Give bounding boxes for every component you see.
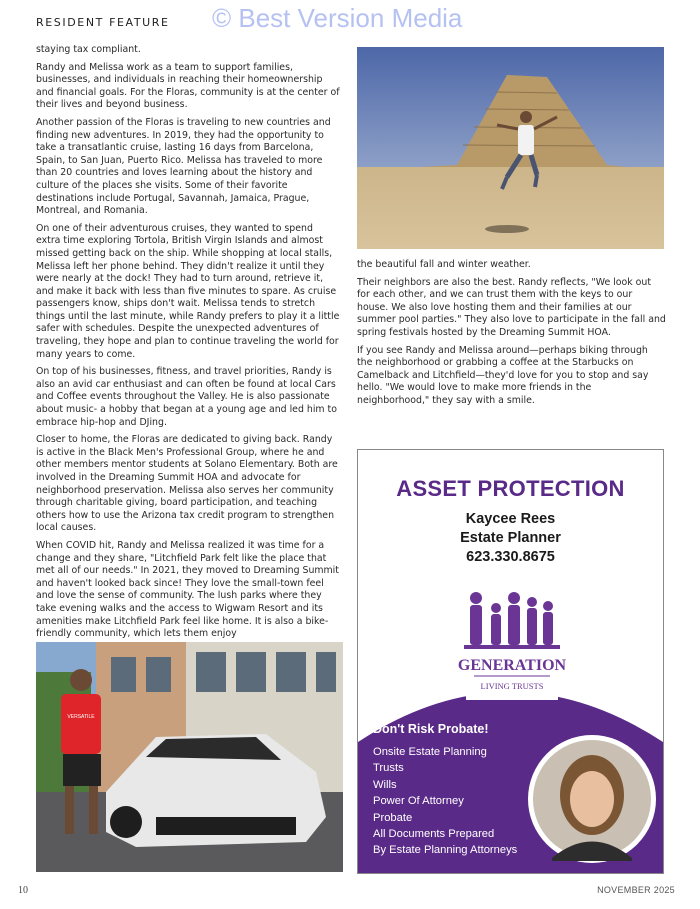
list-item: Power Of Attorney bbox=[373, 795, 464, 808]
paragraph: When COVID hit, Randy and Melissa realized it was time for a change and they share, "Litchfield Park felt like the place that met all of our needs." In 2021, they moved to Dreaming Summit and haven't looked back since! They love the small-town feel and love the sense of community. The lush parks where they take evening walks and the access to Wigwam Resort and its amenities make Litchfield Park feel like home. It is also a bike-friendly community, which lets them enjoy bbox=[36, 539, 339, 640]
generation-living-trusts-logo bbox=[444, 588, 580, 704]
article-right-column bbox=[357, 259, 666, 413]
list-item: Probate bbox=[373, 811, 413, 824]
paragraph: Closer to home, the Floras are dedicated to giving back. Randy is active in the Black Men's Professional Group, where he and other members mentor students at Solano Elementary. Both are involved in the Dreaming Summit HOA and advocate for neighborhood preservation. Melissa also serves her community through charitable giving, board participation, and teaching others how to use the Arizona tax credit program to strengthen local causes. bbox=[36, 434, 338, 534]
paragraph: staying tax compliant. bbox=[36, 44, 141, 55]
paragraph: If you see Randy and Melissa around—perhaps biking through the neighborhood or grabbing a coffee at the Starbucks on Camelback and Litchfield—they'd love for you to stop and say hello. "We would love to make more friends in the neighborhood," they say with a smile. bbox=[357, 344, 649, 406]
list-item: Trusts bbox=[373, 762, 404, 775]
planner-portrait bbox=[526, 733, 658, 865]
paragraph: On top of his businesses, fitness, and travel priorities, Randy is also an avid car enthusiast and can often be found at local Cars and Coffee events throughout the Valley. He is also passionate about music- a hobby that began at a young age and led him to embrace hip-hop and DJing. bbox=[36, 366, 337, 428]
list-item: By Estate Planning Attorneys bbox=[373, 844, 518, 857]
car-show-photo bbox=[36, 642, 343, 872]
list-item: Onsite Estate Planning bbox=[373, 746, 487, 758]
watermark: © Best Version Media bbox=[212, 3, 463, 33]
ad-planner-name: Kaycee Rees bbox=[465, 511, 556, 527]
paragraph: On one of their adventurous cruises, they wanted to spend extra time exploring Tortola, British Virgin Islands and almost missed getting back on the ship. While shopping at local stalls, Melissa left her phone behind. They didn't realize it until they were nearly at the dock! They had to turn around, retrieve it, and make it back with less than five minutes to spare. As cruise passengers know, ships don't wait. Melissa tends to stretch things until the last minute, while Randy prefers to play it a little safer with schedules. Despite the unexpected adventures of traveling, they hope and plan to continue traveling the world for many years to come. bbox=[36, 222, 340, 360]
page-number: 10 bbox=[18, 885, 28, 896]
paragraph: Their neighbors are also the best. Randy reflects, "We look out for each other, and we can trust them with the keys to our house. We also love hosting them and their families at our summer pool parties." They also love to participate in the fall and spring festivals hosted by the Dreaming Summit HOA. bbox=[357, 276, 666, 338]
pyramid-jump-photo bbox=[357, 47, 664, 249]
ad-subheading: Don't Risk Probate! bbox=[373, 722, 489, 736]
svg-text:GENERATION: GENERATION bbox=[457, 657, 567, 674]
ad-services-list bbox=[373, 744, 517, 859]
issue-date: NOVEMBER 2025 bbox=[597, 885, 675, 895]
paragraph: the beautiful fall and winter weather. bbox=[357, 259, 531, 270]
paragraph: Another passion of the Floras is traveling to new countries and finding new adventures. In 2019, they had the opportunity to take a transatlantic cruise, lasting 16 days from Barcelona, Spain, to San Juan, Puerto Rico. Melissa has traveled to more than 20 countries and loves learning about the history and culture of the places she visits. Some of their favorite destinations include Portugal, Savannah, Jamaica, Prague, Montreal, and Romania. bbox=[36, 116, 331, 217]
article-left-column bbox=[36, 44, 340, 646]
paragraph: Randy and Melissa work as a team to support families, businesses, and individuals in reaching their homeownership and financial goals. For the Floras, community is at the center of their lives and beyond business. bbox=[36, 61, 340, 111]
asset-protection-ad bbox=[357, 449, 664, 874]
list-item: Wills bbox=[373, 778, 397, 791]
svg-text:LIVING TRUSTS: LIVING TRUSTS bbox=[480, 681, 544, 691]
ad-planner-role: Estate Planner bbox=[460, 530, 561, 546]
svg-text:VERSATILE: VERSATILE bbox=[67, 714, 95, 720]
list-item: All Documents Prepared bbox=[373, 828, 495, 841]
ad-title: ASSET PROTECTION bbox=[396, 476, 625, 501]
ad-phone-number: 623.330.8675 bbox=[466, 549, 555, 565]
section-label: RESIDENT FEATURE bbox=[36, 16, 170, 29]
